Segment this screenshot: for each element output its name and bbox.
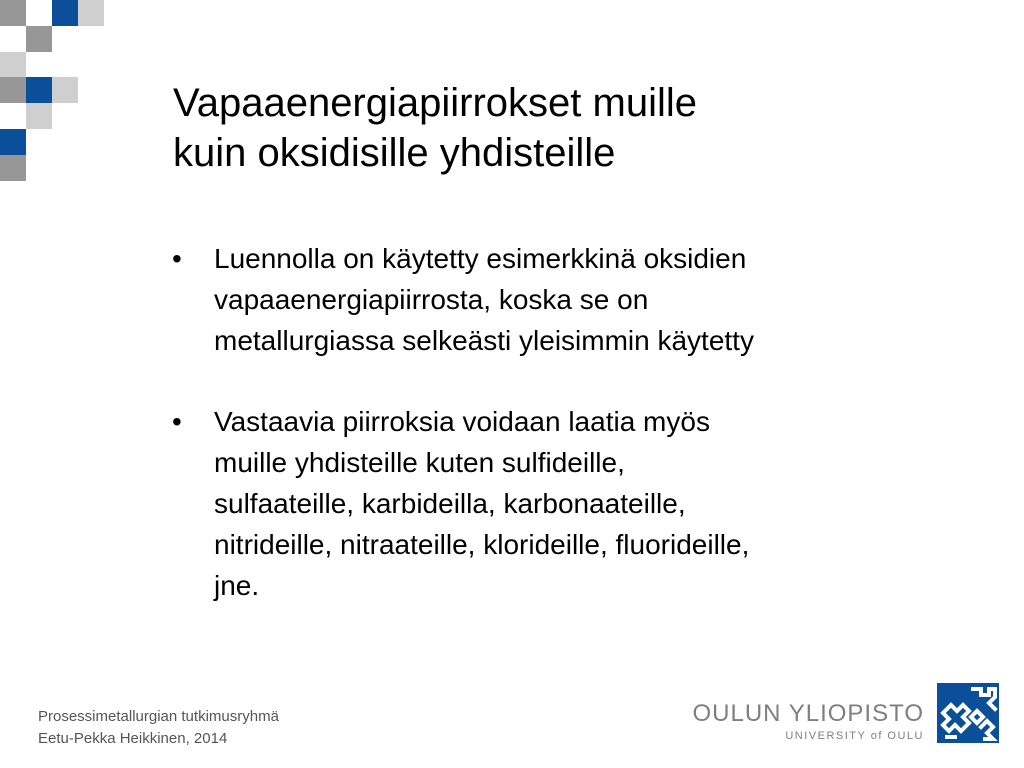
bullet-item	[170, 401, 890, 606]
decor-square	[0, 0, 26, 26]
emblem-svg	[937, 683, 999, 743]
bullet-dot: •	[172, 406, 182, 437]
university-logo-text	[688, 701, 924, 743]
university-name: OULUN YLIOPISTO	[692, 700, 924, 727]
bullet-text-line: jne.	[214, 570, 260, 601]
bullet-list	[170, 238, 890, 646]
bullet-text-line: vapaaenergiapiirrosta, koska se on	[214, 284, 649, 315]
bullet-text-line: nitrideille, nitraateille, klorideille, fluorideille,	[214, 529, 750, 560]
decor-square	[0, 77, 26, 103]
decor-square	[78, 0, 104, 26]
university-subtitle: UNIVERSITY of OULU	[785, 730, 924, 742]
bullet-text-line: muille yhdisteille kuten sulfideille,	[214, 447, 625, 478]
decor-square	[52, 0, 78, 26]
decor-square	[0, 52, 26, 78]
decor-square	[26, 77, 52, 103]
bullet-item	[170, 238, 890, 361]
decor-square	[0, 155, 26, 181]
decor-square	[26, 26, 52, 52]
bullet-text-line: sulfaateille, karbideilla, karbonaateille,	[214, 488, 686, 519]
bullet-text-line: Luennolla on käytetty esimerkkinä oksidien	[214, 243, 747, 274]
university-emblem-icon	[937, 683, 999, 743]
bullet-text-line: metallurgiassa selkeästi yleisimmin käytetty	[214, 325, 754, 356]
decor-square	[26, 103, 52, 129]
slide-title	[173, 78, 933, 178]
title-line: kuin oksidisille yhdisteille	[173, 131, 616, 175]
decor-square	[52, 77, 78, 103]
title-line: Vapaaenergiapiirrokset muille	[173, 81, 697, 125]
bullet-text-line: Vastaavia piirroksia voidaan laatia myös	[214, 406, 710, 437]
bullet-dot: •	[172, 243, 182, 274]
footer-author-date: Eetu-Pekka Heikkinen, 2014	[38, 730, 228, 747]
footer-credits	[38, 706, 279, 750]
decor-square	[0, 129, 26, 155]
footer-group: Prosessimetallurgian tutkimusryhmä	[38, 708, 279, 725]
